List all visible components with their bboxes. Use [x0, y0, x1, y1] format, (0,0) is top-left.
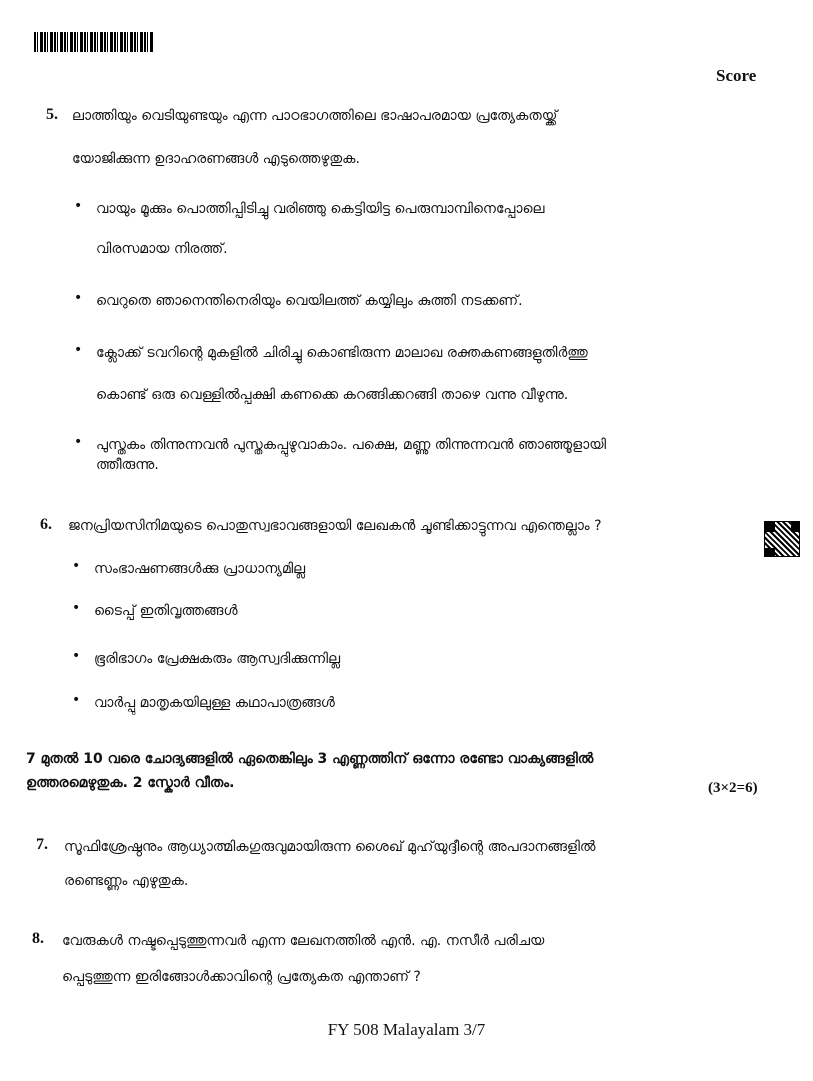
question-7-number: 7.	[36, 836, 48, 853]
page-footer: FY 508 Malayalam 3/7	[327, 1020, 486, 1039]
question-5-line-2: യോജിക്കുന്ന ഉദാഹരണങ്ങൾ എടുത്തെഴുതുക.	[72, 151, 360, 167]
bullet-icon: •	[74, 342, 83, 358]
question-5-line-1: ലാത്തിയും വെടിയുണ്ടയും എന്ന പാഠഭാഗത്തിലെ ഭാഷാപരമായ പ്രത്യേകതയ്ക്ക്	[72, 108, 558, 124]
instruction-range: 7 മുതൽ 10 വരെ	[26, 751, 140, 767]
bullet-icon: •	[72, 692, 81, 708]
q5-bullet-3-line-2: കൊണ്ട് ഒരു വെള്ളിൽപ്പക്ഷി കണക്കെ കറങ്ങിക്കറങ്ങി താഴെ വന്നു വീഴുന്നു.	[96, 387, 569, 403]
bullet-icon: •	[72, 558, 81, 574]
q6-bullet-4: വാർപ്പു മാതൃകയിലുള്ള കഥാപാത്രങ്ങൾ	[94, 695, 335, 711]
q6-bullet-1: സംഭാഷണങ്ങൾക്കു പ്രാധാന്യമില്ല	[94, 561, 306, 577]
marks-allocation: (3×2=6)	[708, 780, 758, 796]
question-8-number: 8.	[32, 930, 44, 947]
question-6-line-1: ജനപ്രിയസിനിമയുടെ പൊതുസ്വഭാവങ്ങളായി ലേഖകൻ ചൂണ്ടിക്കാട്ടുന്നവ എന്തെല്ലാം ?	[68, 518, 602, 534]
bullet-icon: •	[72, 648, 81, 664]
q6-bullet-3: ഭൂരിഭാഗം പ്രേക്ഷകരും ആസ്വദിക്കുന്നില്ല	[94, 651, 341, 667]
question-5-number: 5.	[46, 106, 58, 123]
instruction-line-2: ഉത്തരമെഴുതുക. 2 സ്കോർ വീതം.	[26, 775, 235, 791]
question-6-number: 6.	[40, 516, 52, 533]
instruction-line-1	[26, 750, 593, 768]
q5-bullet-4-line-1: പുസ്തകം തിന്നുന്നവൻ പുസ്തകപ്പുഴുവാകാം. പക്ഷെ, മണ്ണു തിന്നുന്നവൻ ഞാഞ്ഞൂളായി	[96, 437, 606, 453]
qr-code	[764, 521, 800, 557]
q5-bullet-1-line-1: വായും മൂക്കും പൊത്തിപ്പിടിച്ചു വരിഞ്ഞു കെട്ടിയിട്ട പെരുമ്പാമ്പിനെപ്പോലെ	[96, 201, 545, 217]
instruction-text: ചോദ്യങ്ങളിൽ ഏതെങ്കിലും 3 എണ്ണത്തിന് ഒന്നോ രണ്ടോ വാക്യങ്ങളിൽ	[144, 751, 594, 767]
question-8-line-2: പ്പെടുത്തുന്ന ഇരിങ്ങോൾക്കാവിന്റെ പ്രത്യേകത എന്താണ് ?	[62, 969, 421, 985]
barcode	[34, 32, 154, 52]
bullet-icon: •	[72, 600, 81, 616]
q5-bullet-4-line-2: ത്തീരുന്നു.	[96, 457, 159, 473]
question-8-line-1: വേരുകൾ നഷ്ടപ്പെടുത്തുന്നവർ എന്ന ലേഖനത്തിൽ എൻ. എ. നസീർ പരിചയ	[62, 933, 545, 949]
bullet-icon: •	[74, 290, 83, 306]
question-7-line-2: രണ്ടെണ്ണം എഴുതുക.	[64, 873, 189, 889]
score-label: Score	[716, 66, 757, 85]
q5-bullet-3-line-1: ക്ലോക്ക് ടവറിന്റെ മുകളിൽ ചിരിച്ചു കൊണ്ടിരുന്ന മാലാഖ രക്തകണങ്ങളുതിർത്തു	[96, 345, 588, 361]
q5-bullet-2-line-1: വെറുതെ ഞാനെന്തിനെരിയും വെയിലത്ത് കയ്യിലും കുത്തി നടക്കണ്.	[96, 293, 523, 309]
bullet-icon: •	[74, 434, 83, 450]
q6-bullet-2: ടൈപ്പ് ഇതിവൃത്തങ്ങൾ	[94, 603, 238, 619]
question-7-line-1: സൂഫിശ്രേഷ്ഠനും ആധ്യാത്മികഗുരുവുമായിരുന്ന ശൈഖ് മുഹ്‌യുദ്ദീന്റെ അപദാനങ്ങളിൽ	[64, 839, 596, 855]
bullet-icon: •	[74, 198, 83, 214]
q5-bullet-1-line-2: വിരസമായ നിരത്ത്.	[96, 241, 228, 257]
